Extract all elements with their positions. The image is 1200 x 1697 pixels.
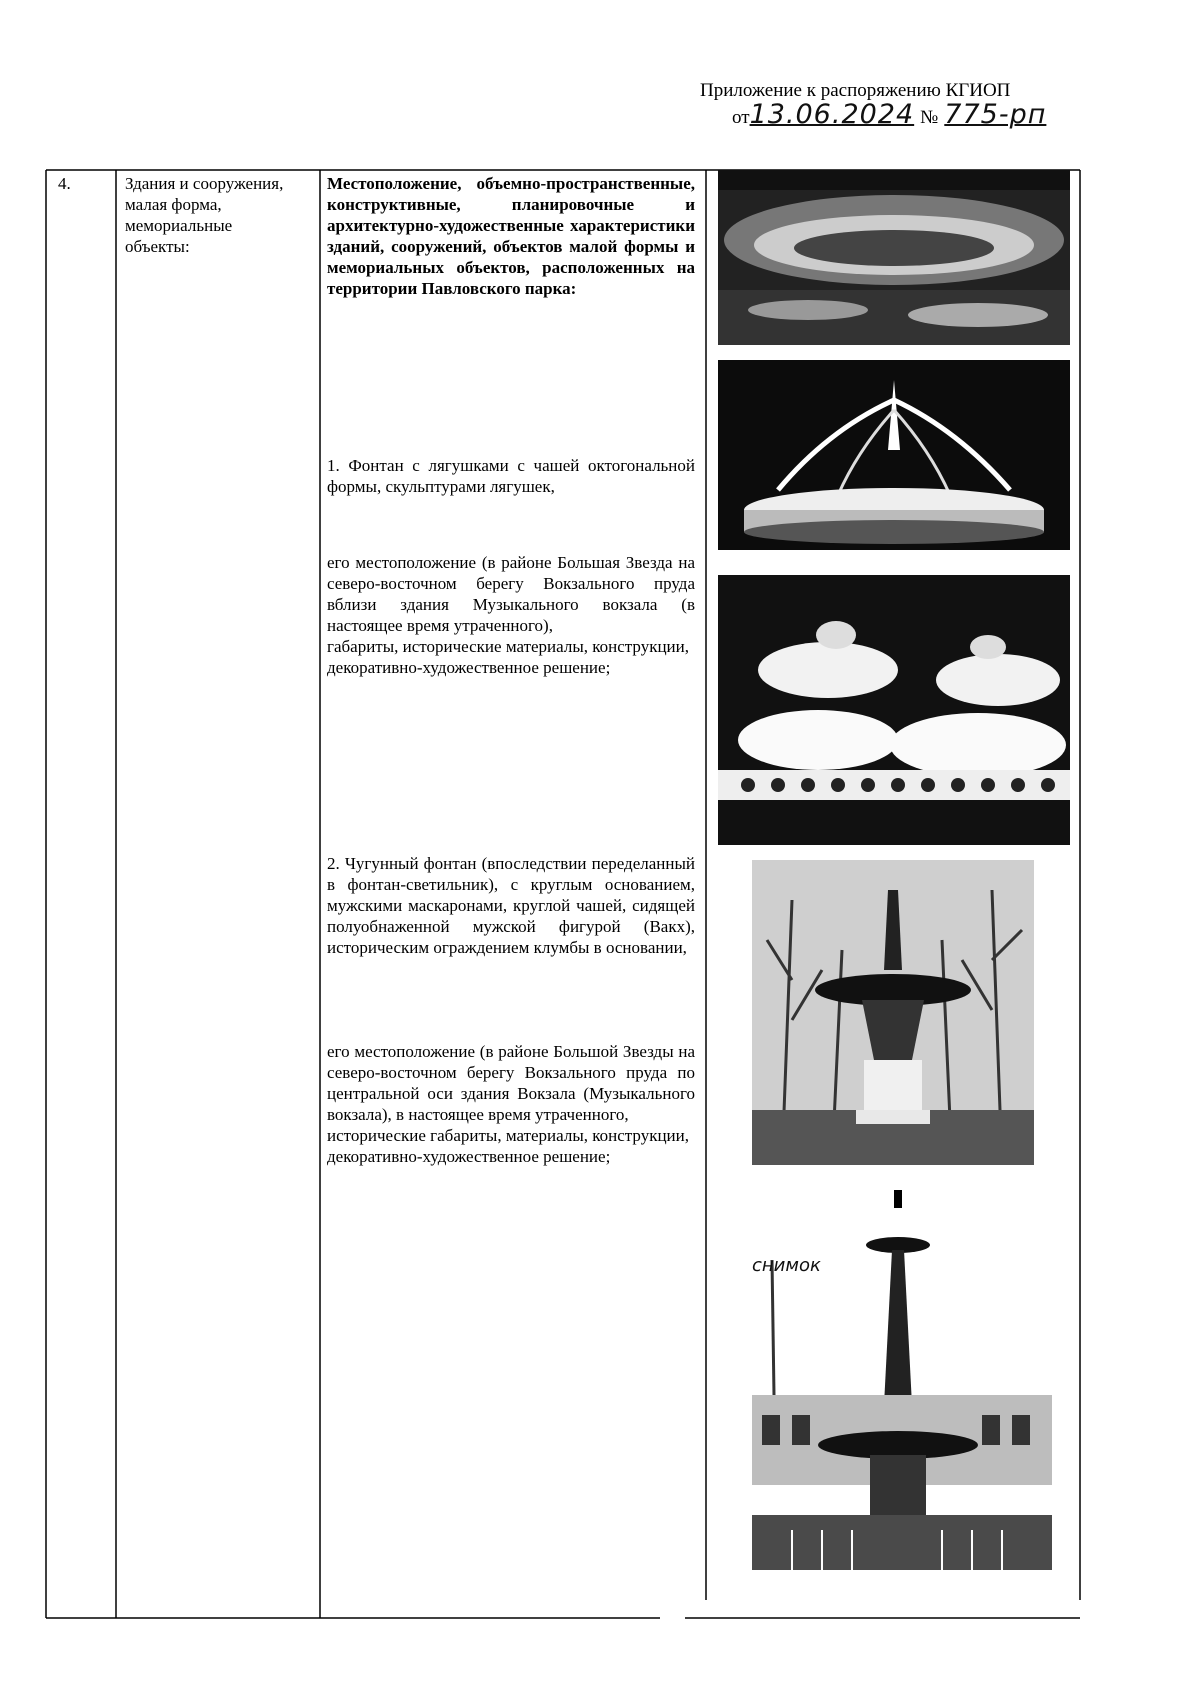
number-label: № xyxy=(920,107,939,128)
object-category: Здания и сооружения, малая форма, мемориальные объекты: xyxy=(125,174,284,256)
item1-details xyxy=(327,552,695,678)
appendix-header xyxy=(700,80,1140,133)
from-label: от xyxy=(732,107,750,128)
item2-title: 2. Чугунный фонтан (впоследствии переделанный в фонтан-светильник), с круглым основанием, мужскими маскаронами, круглой чашей, сидящей полуобнаженной мужской фигурой (Вакх), историческим ограждением клумбы в основании, xyxy=(327,854,695,957)
item2-details xyxy=(327,1041,695,1167)
photo-inscription: снимок xyxy=(752,1255,821,1276)
item2-location: его местоположение (в районе Большой Звезды на северо-восточном берегу Вокзального пруда по центральной оси здания Вокзала (Музыкального вокзала), в настоящее время утраченного, xyxy=(327,1042,695,1124)
appendix-date-number xyxy=(700,100,1140,133)
intro-text: Местоположение, объемно-пространственные, конструктивные, планировочные и архитектурно-художественные характеристики зданий, сооружений, объектов малой формы и мемориальных объектов, расположенных на территории Павловского парка: xyxy=(327,174,695,298)
row-number: 4. xyxy=(58,174,71,193)
item2-decoration: декоративно-художественное решение; xyxy=(327,1147,611,1166)
photo-frog-fountain xyxy=(718,360,1070,550)
photo-cast-iron-fountain xyxy=(752,860,1034,1165)
photo-frog-sculptures xyxy=(718,575,1070,845)
appendix-title: Приложение к распоряжению КГИОП xyxy=(700,80,1011,101)
item1-decoration: декоративно-художественное решение; xyxy=(327,658,611,677)
item2-dimensions: исторические габариты, материалы, конструкции, xyxy=(327,1126,689,1145)
item1-title: 1. Фонтан с лягушками с чашей октогональной формы, скульптурами лягушек, xyxy=(327,456,695,496)
handwritten-number: 775-рп xyxy=(944,99,1047,130)
item1-dimensions: габариты, исторические материалы, конструкции, xyxy=(327,637,689,656)
photo-historic-fountain-postcard xyxy=(752,1185,1052,1570)
item1-location: его местоположение (в районе Большая Звезда на северо-восточном берегу Вокзального пруда вблизи здания Музыкального вокзала (в настоящее время утраченного), xyxy=(327,553,695,635)
photo-park-flowerbed xyxy=(718,170,1070,345)
handwritten-date: 13.06.2024 xyxy=(749,99,915,130)
